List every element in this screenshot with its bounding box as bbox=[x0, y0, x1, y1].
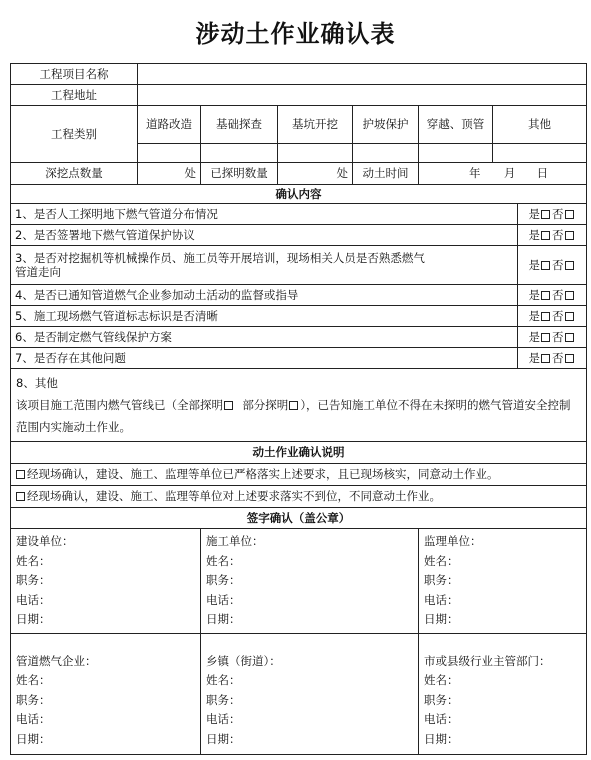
confirmation-form bbox=[10, 63, 587, 755]
confirm-item: 4、是否已通知管道燃气企业参加动土活动的监督或指导 bbox=[11, 285, 518, 306]
confirm-item: 6、是否制定燃气管线保护方案 bbox=[11, 327, 518, 348]
category-option: 护坡保护 bbox=[353, 106, 419, 144]
agree-checkbox[interactable] bbox=[16, 470, 25, 479]
confirm-item: 2、是否签署地下燃气管道保护协议 bbox=[11, 225, 518, 246]
yes-checkbox[interactable] bbox=[541, 312, 550, 321]
sign-block-gas-company[interactable]: 管道燃气企业： 姓名： 职务： 电话： 日期： bbox=[11, 633, 201, 754]
category-check-cell[interactable] bbox=[201, 144, 278, 163]
disagree-checkbox[interactable] bbox=[16, 492, 25, 501]
confirm-item: 5、施工现场燃气管道标志标识是否清晰 bbox=[11, 306, 518, 327]
explain-option-agree: 经现场确认，建设、施工、监理等单位已严格落实上述要求，且已现场核实，同意动土作业。 bbox=[11, 464, 587, 486]
other-label: 8、其他 bbox=[16, 376, 58, 390]
sign-block-construction[interactable]: 建设单位： 姓名： 职务： 电话： 日期： bbox=[11, 529, 201, 634]
page-title: 涉动土作业确认表 bbox=[195, 19, 396, 48]
yes-checkbox[interactable] bbox=[541, 291, 550, 300]
yes-no-choice[interactable]: 是 否 bbox=[518, 306, 587, 327]
no-checkbox[interactable] bbox=[565, 231, 574, 240]
yes-no-choice[interactable]: 是 否 bbox=[518, 246, 587, 285]
dig-count-label: 深挖点数量 bbox=[11, 163, 138, 185]
yes-no-choice[interactable]: 是 否 bbox=[518, 204, 587, 225]
category-check-cell[interactable] bbox=[278, 144, 353, 163]
dig-time-field[interactable] bbox=[419, 163, 587, 185]
project-name-label: 工程项目名称 bbox=[11, 64, 138, 85]
partly-explored-checkbox[interactable] bbox=[289, 401, 298, 410]
no-checkbox[interactable] bbox=[565, 261, 574, 270]
yes-no-choice[interactable]: 是 否 bbox=[518, 327, 587, 348]
dig-time-label: 动土时间 bbox=[353, 163, 419, 185]
category-check-cell[interactable] bbox=[138, 144, 201, 163]
no-checkbox[interactable] bbox=[565, 312, 574, 321]
no-checkbox[interactable] bbox=[565, 354, 574, 363]
yes-checkbox[interactable] bbox=[541, 354, 550, 363]
sign-block-authority[interactable]: 市或县级行业主管部门： 姓名： 职务： 电话： 日期： bbox=[419, 633, 587, 754]
other-section bbox=[11, 369, 587, 442]
yes-checkbox[interactable] bbox=[541, 261, 550, 270]
yes-no-choice[interactable]: 是 否 bbox=[518, 225, 587, 246]
dig-time-year: 年 bbox=[469, 166, 481, 181]
sign-section-header: 签字确认（盖公章） bbox=[11, 508, 587, 529]
sign-block-supervisor[interactable]: 监理单位： 姓名： 职务： 电话： 日期： bbox=[419, 529, 587, 634]
project-address-field[interactable] bbox=[138, 85, 587, 106]
yes-checkbox[interactable] bbox=[541, 210, 550, 219]
explored-count-label: 已探明数量 bbox=[201, 163, 278, 185]
dig-time-month: 月 bbox=[503, 166, 516, 181]
dig-time-day: 日 bbox=[536, 166, 549, 181]
explain-option-disagree: 经现场确认，建设、施工、监理等单位对上述要求落实不到位，不同意动土作业。 bbox=[11, 486, 587, 508]
all-explored-checkbox[interactable] bbox=[224, 401, 233, 410]
sign-block-contractor[interactable]: 施工单位： 姓名： 职务： 电话： 日期： bbox=[201, 529, 419, 634]
category-label: 工程类别 bbox=[11, 106, 138, 163]
category-check-cell[interactable] bbox=[493, 144, 587, 163]
yes-checkbox[interactable] bbox=[541, 333, 550, 342]
explored-count-unit: 处 bbox=[336, 166, 348, 181]
category-option: 道路改造 bbox=[138, 106, 201, 144]
no-checkbox[interactable] bbox=[565, 210, 574, 219]
yes-no-choice[interactable]: 是 否 bbox=[518, 285, 587, 306]
category-option: 基坑开挖 bbox=[278, 106, 353, 144]
dig-count-field[interactable] bbox=[138, 163, 201, 185]
explored-count-field[interactable] bbox=[278, 163, 353, 185]
no-checkbox[interactable] bbox=[565, 333, 574, 342]
confirm-section-header: 确认内容 bbox=[11, 185, 587, 204]
dig-count-unit: 处 bbox=[184, 166, 196, 181]
yes-checkbox[interactable] bbox=[541, 231, 550, 240]
no-checkbox[interactable] bbox=[565, 291, 574, 300]
yes-no-choice[interactable]: 是 否 bbox=[518, 348, 587, 369]
explain-section-header: 动土作业确认说明 bbox=[11, 442, 587, 464]
sign-block-township[interactable]: 乡镇（街道）： 姓名： 职务： 电话： 日期： bbox=[201, 633, 419, 754]
confirm-item: 3、是否对挖掘机等机械操作员、施工员等开展培训，现场相关人员是否熟悉燃气管道走向 bbox=[11, 246, 518, 285]
category-option: 基础探查 bbox=[201, 106, 278, 144]
project-address-label: 工程地址 bbox=[11, 85, 138, 106]
other-text: 该项目施工范围内燃气管线已（全部探明 部分探明 ），已告知施工单位不得在未探明的燃气管道安全控制范围内实施动土作业。 bbox=[16, 398, 571, 434]
category-option: 其他 bbox=[493, 106, 587, 144]
category-option: 穿越、顶管 bbox=[419, 106, 493, 144]
confirm-item: 7、是否存在其他问题 bbox=[11, 348, 518, 369]
project-name-field[interactable] bbox=[138, 64, 587, 85]
category-check-cell[interactable] bbox=[419, 144, 493, 163]
category-check-cell[interactable] bbox=[353, 144, 419, 163]
confirm-item: 1、是否人工探明地下燃气管道分布情况 bbox=[11, 204, 518, 225]
